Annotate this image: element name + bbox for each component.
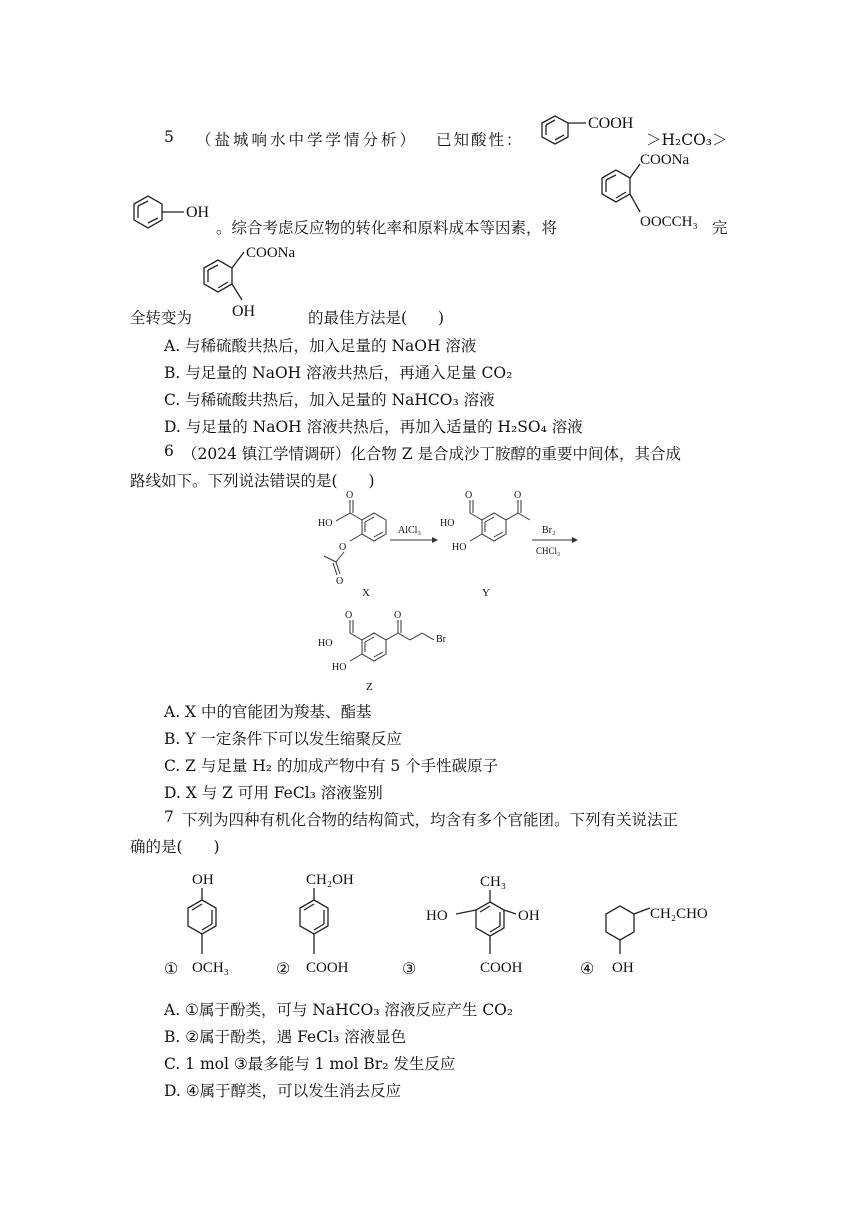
- q6-stem1: （2024 镇江学情调研）化合物 Z 是合成沙丁胺醇的重要中间体，其合成: [182, 445, 681, 463]
- y-carbonyl-o: O: [465, 490, 473, 501]
- c4-bottom-label: OH: [612, 960, 634, 976]
- c3-right-label: OH: [518, 908, 540, 924]
- q6-option-d: D. X 与 Z 可用 FeCl₃ 溶液鉴别: [164, 784, 383, 802]
- q5-acidity-gt: ＞H₂CO₃＞: [646, 131, 728, 149]
- compound-1: [164, 872, 229, 978]
- q5-known: 已知酸性：: [436, 131, 524, 149]
- q5-number: 5: [164, 128, 174, 146]
- q6-option-b: B. Y 一定条件下可以发生缩聚反应: [164, 730, 402, 748]
- compound-3: [402, 874, 540, 978]
- q5-option-b: B. 与足量的 NaOH 溶液共热后，再通入足量 CO₂: [164, 364, 513, 382]
- reagent-chcl3: CHCl₃: [536, 546, 561, 556]
- c1-mark: ①: [164, 961, 179, 978]
- phenol-oh-label: OH: [186, 204, 210, 221]
- compound-z: [318, 610, 447, 693]
- z-ho-acid: HO: [318, 638, 333, 649]
- benzoic-acid-label: COOH: [588, 115, 634, 132]
- z-br-label: Br: [436, 634, 446, 645]
- q6-option-c: C. Z 与足量 H₂ 的加成产物中有 5 个手性碳原子: [164, 757, 499, 775]
- salicylate-coona-label: COONa: [246, 245, 296, 261]
- c4-mark: ④: [580, 961, 595, 978]
- q7-option-a: A. ①属于酚类，可与 NaHCO₃ 溶液反应产生 CO₂: [164, 1001, 514, 1019]
- c3-top-label: CH₃: [480, 874, 507, 890]
- q5-option-a: A. 与稀硫酸共热后，加入足量的 NaOH 溶液: [164, 337, 477, 355]
- q5-option-d: D. 与足量的 NaOH 溶液共热后，再加入适量的 H₂SO₄ 溶液: [164, 418, 583, 436]
- q7-compounds: [160, 866, 740, 986]
- q5-source: （盐城响水中学学情分析）: [196, 131, 419, 149]
- q5-line3b: 的最佳方法是( ): [308, 309, 445, 327]
- c2-top-label: CH₂OH: [306, 872, 354, 888]
- reagent-alcl3: AlCl₃: [398, 525, 421, 536]
- acetylsalicylate-structure: [592, 148, 712, 236]
- q7-number: 7: [164, 808, 174, 826]
- q7-option-c: C. 1 mol ③最多能与 1 mol Br₂ 发生反应: [164, 1055, 456, 1073]
- y-ho-acid: HO: [440, 518, 455, 529]
- compound-2: [276, 872, 354, 978]
- z-label: Z: [366, 681, 373, 693]
- q7-stem2: 确的是( ): [130, 838, 220, 856]
- phenol-structure: [130, 190, 220, 232]
- c3-mark: ③: [402, 961, 417, 978]
- x-carbonyl-o: O: [346, 490, 354, 501]
- aspirin-ester-label: OOCCH₃: [640, 214, 698, 230]
- benzoic-acid-structure: [534, 106, 644, 150]
- q5-line3a: 全转变为: [130, 309, 193, 327]
- salicylate-oh-label: OH: [232, 303, 256, 320]
- c2-bottom-label: COOH: [306, 960, 349, 976]
- salicylate-structure: [198, 240, 318, 324]
- compound-4: [580, 906, 708, 978]
- q6-number: 6: [164, 442, 174, 460]
- q7-option-d: D. ④属于醇类，可以发生消去反应: [164, 1082, 402, 1100]
- q6-option-a: A. X 中的官能团为羧基、酯基: [164, 703, 372, 721]
- q6-stem2: 路线如下。下列说法错误的是( ): [130, 472, 375, 490]
- q5-wan: 完: [712, 219, 728, 237]
- q5-line2: 。综合考虑反应物的转化率和原料成本等因素，将: [216, 219, 558, 237]
- y-label: Y: [482, 587, 490, 599]
- x-label: X: [362, 587, 370, 599]
- c2-mark: ②: [276, 961, 291, 978]
- x-ester-co: O: [336, 576, 344, 587]
- c3-bottom-label: COOH: [480, 960, 523, 976]
- c1-top-label: OH: [192, 872, 214, 888]
- compound-x: [318, 490, 386, 599]
- compound-y: [440, 490, 530, 599]
- c1-bottom-label: OCH₃: [192, 960, 229, 976]
- y-ketone-o: O: [514, 490, 522, 501]
- q6-synthesis-scheme: [310, 488, 610, 698]
- aspirin-coona-label: COONa: [640, 152, 690, 168]
- q7-stem1: 下列为四种有机化合物的结构简式，均含有多个官能团。下列有关说法正: [182, 811, 679, 829]
- x-ho-label: HO: [318, 518, 333, 529]
- reagent-br2: Br₂: [542, 525, 556, 536]
- y-ho-phenol: HO: [452, 542, 467, 553]
- c4-side-label: CH₂CHO: [650, 906, 708, 922]
- c3-left-label: HO: [426, 908, 448, 924]
- z-ho-phenol: HO: [332, 662, 347, 673]
- z-ketone-o: O: [394, 610, 402, 621]
- q7-option-b: B. ②属于酚类，遇 FeCl₃ 溶液显色: [164, 1028, 407, 1046]
- q5-option-c: C. 与稀硫酸共热后，加入足量的 NaHCO₃ 溶液: [164, 391, 495, 409]
- z-carbonyl-o: O: [345, 610, 353, 621]
- x-ester-o: O: [339, 542, 347, 553]
